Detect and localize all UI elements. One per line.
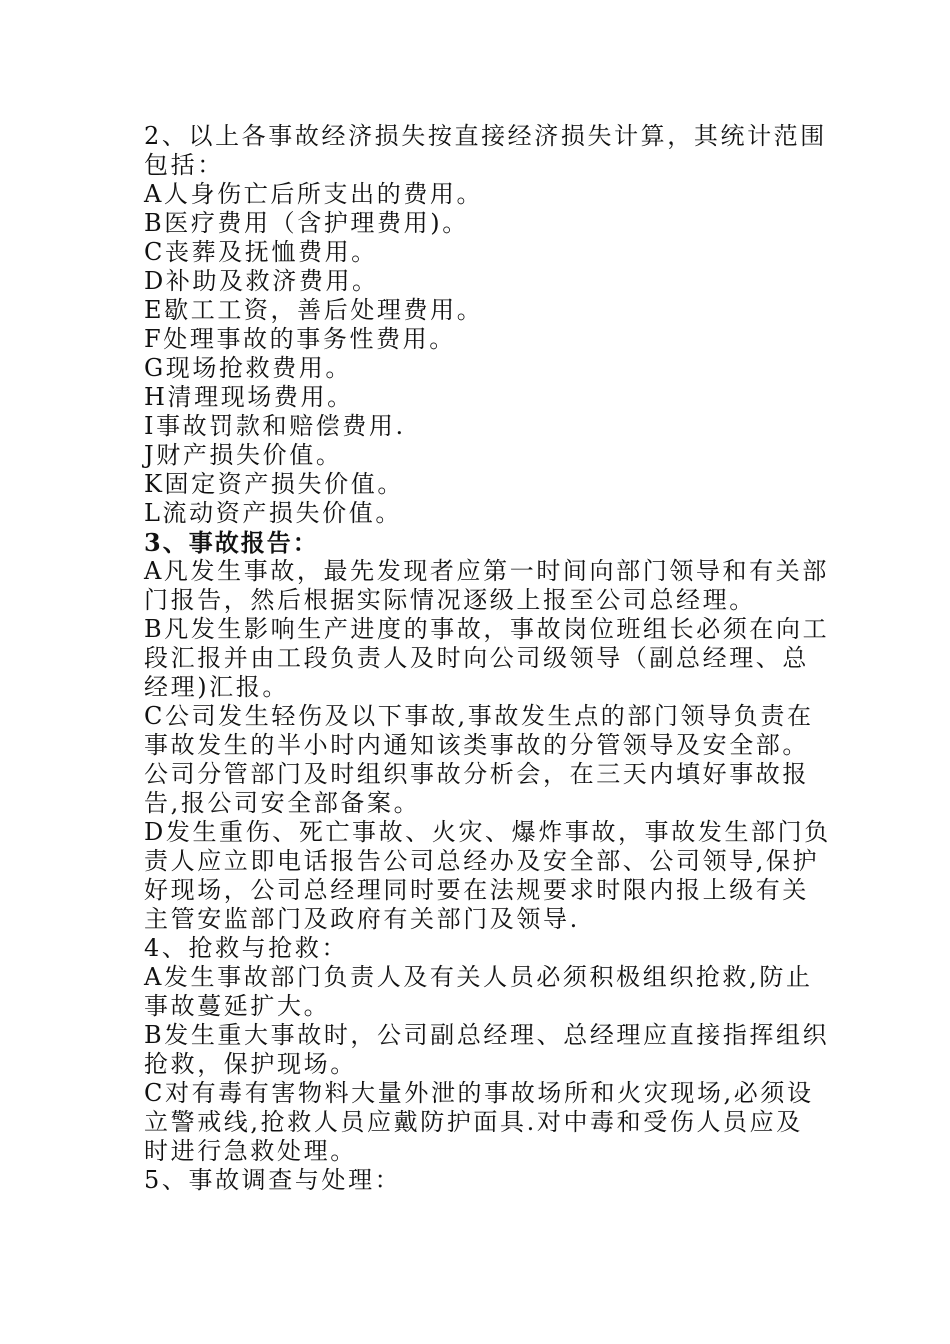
text-line: 事故蔓延扩大。 [144, 992, 331, 1020]
text-line: 主管安监部门及政府有关部门及领导. [144, 905, 580, 933]
text-line: 经理)汇报。 [144, 673, 289, 701]
text-line: B发生重大事故时，公司副总经理、总经理应直接指挥组织 [144, 1021, 830, 1049]
text-line: A发生事故部门负责人及有关人员必须积极组织抢救,防止 [144, 963, 813, 991]
text-line: 好现场，公司总经理同时要在法规要求时限内报上级有关 [144, 876, 809, 904]
text-line: C丧葬及抚恤费用。 [144, 238, 378, 266]
text-line: 段汇报并由工段负责人及时向公司级领导（副总经理、总 [144, 644, 809, 672]
text-line: 包括： [144, 151, 224, 179]
text-line: F处理事故的事务性费用。 [144, 325, 456, 353]
text-line: C对有毒有害物料大量外泄的事故场所和火灾现场,必须设 [144, 1079, 814, 1107]
text-line: 门报告，然后根据实际情况逐级上报至公司总经理。 [144, 586, 756, 614]
text-line: 告,报公司安全部备案。 [144, 789, 421, 817]
text-line: 2、以上各事故经济损失按直接经济损失计算，其统计范围 [144, 122, 827, 150]
text-line: G现场抢救费用。 [144, 354, 352, 382]
section-heading: 5、事故调查与处理： [144, 1166, 402, 1194]
text-line: A凡发生事故，最先发现者应第一时间向部门领导和有关部 [144, 557, 829, 585]
text-line: B凡发生影响生产进度的事故，事故岗位班组长必须在向工 [144, 615, 830, 643]
text-line: 责人应立即电话报告公司总经办及安全部、公司领导,保护 [144, 847, 820, 875]
text-line: 时进行急救处理。 [144, 1137, 357, 1165]
text-line: H清理现场费用。 [144, 383, 354, 411]
text-line: 抢救，保护现场。 [144, 1050, 357, 1078]
text-line: D补助及救济费用。 [144, 267, 379, 295]
section-heading: 3、事故报告： [144, 528, 319, 557]
document-page [144, 122, 831, 1195]
text-line: B医疗费用（含护理费用)。 [144, 209, 469, 237]
text-line: D发生重伤、死亡事故、火灾、爆炸事故，事故发生部门负 [144, 818, 831, 846]
section-heading: 4、抢救与抢救： [144, 934, 349, 962]
text-line: 立警戒线,抢救人员应戴防护面具.对中毒和受伤人员应及 [144, 1108, 803, 1136]
text-line: A人身伤亡后所支出的费用。 [144, 180, 484, 208]
text-line: 事故发生的半小时内通知该类事故的分管领导及安全部。 [144, 731, 809, 759]
text-line: C公司发生轻伤及以下事故,事故发生点的部门领导负责在 [144, 702, 814, 730]
text-line: J财产损失价值。 [144, 441, 343, 469]
text-line: 公司分管部门及时组织事故分析会，在三天内填好事故报 [144, 760, 809, 788]
text-line: I事故罚款和赔偿费用. [144, 412, 406, 440]
text-line: L流动资产损失价值。 [144, 499, 402, 527]
text-line: K固定资产损失价值。 [144, 470, 404, 498]
text-line: E歇工工资，善后处理费用。 [144, 296, 484, 324]
